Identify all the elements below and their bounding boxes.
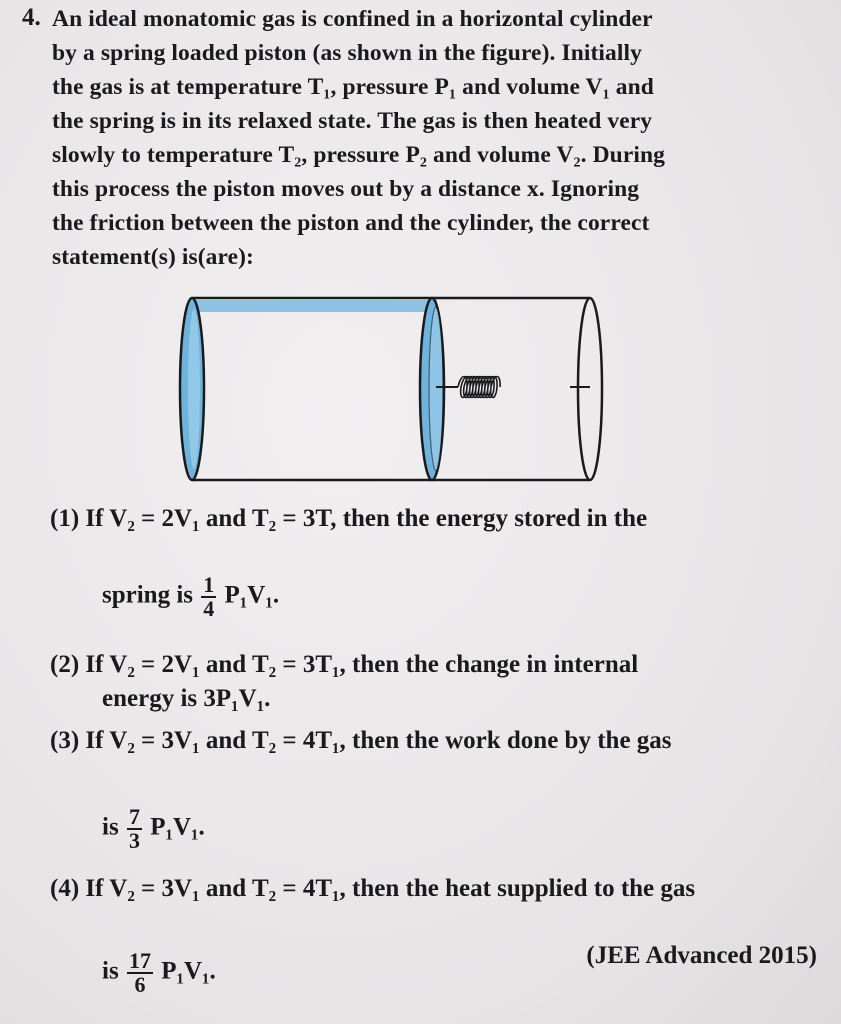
option-4-frac-num: 17: [128, 948, 151, 973]
option-4-fraction: [127, 950, 153, 996]
option-3-suffix: P₁V₁.: [150, 813, 205, 841]
option-3-frac-num: 7: [128, 804, 140, 829]
question-line-7: the friction between the piston and the cylinder, the correct: [52, 210, 650, 236]
option-3: [50, 724, 672, 758]
option-1-text: If V₂ = 2V₁ and T₂ = 3T, then the energy stored in the: [85, 505, 648, 532]
cylinder-right-end: [578, 298, 602, 480]
option-4-text: If V₂ = 3V₁ and T₂ = 4T₁, then the heat supplied to the gas: [85, 875, 696, 902]
question-line-8: statement(s) is(are):: [52, 244, 254, 270]
option-3-line2: [102, 806, 205, 852]
option-1-frac-num: 1: [203, 572, 215, 597]
option-4: [50, 872, 695, 906]
option-4-label: (4): [50, 875, 80, 902]
option-2-line2: energy is 3P₁V₁.: [102, 685, 271, 712]
question-number: 4.: [22, 4, 41, 31]
option-2: [50, 648, 638, 682]
option-4-suffix: P₁V₁.: [161, 957, 216, 985]
option-4-line2: [102, 950, 216, 996]
option-1: [50, 502, 647, 536]
cylinder-piston-figure: [172, 290, 612, 490]
option-4-prefix: is: [102, 957, 119, 985]
option-3-text: If V₂ = 3V₁ and T₂ = 4T₁, then the work done by the gas: [85, 727, 672, 754]
option-2-label: (2): [50, 651, 80, 678]
question-line-2: by a spring loaded piston (as shown in the figure). Initially: [52, 40, 643, 66]
option-2-text: If V₂ = 2V₁ and T₂ = 3T₁, then the change in internal: [85, 651, 639, 678]
option-3-label: (3): [50, 727, 80, 754]
option-1-label: (1): [50, 505, 80, 532]
question-line-6: this process the piston moves out by a distance x. Ignoring: [52, 176, 640, 202]
question-line-1: An ideal monatomic gas is confined in a horizontal cylinder: [52, 6, 653, 32]
question-line-4: the spring is in its relaxed state. The gas is then heated very: [52, 108, 653, 134]
option-3-frac-den: 3: [128, 828, 140, 853]
option-1-fraction: [201, 574, 216, 620]
spring-icon: [458, 377, 500, 398]
option-3-prefix: is: [102, 813, 119, 841]
option-3-fraction: [127, 806, 142, 852]
option-1-line2: [102, 574, 279, 620]
option-1-suffix: P₁V₁.: [224, 581, 280, 609]
option-4-frac-den: 6: [134, 972, 146, 997]
exam-source: (JEE Advanced 2015): [586, 942, 817, 969]
option-1-prefix: spring is: [102, 581, 194, 609]
question-line-5: slowly to temperature T₂, pressure P₂ and volume V₂. During: [52, 142, 666, 168]
option-1-frac-den: 4: [203, 596, 215, 621]
cylinder-top-shade: [192, 300, 437, 312]
question-line-3: the gas is at temperature T₁, pressure P₁ and volume V₁ and: [52, 74, 654, 100]
